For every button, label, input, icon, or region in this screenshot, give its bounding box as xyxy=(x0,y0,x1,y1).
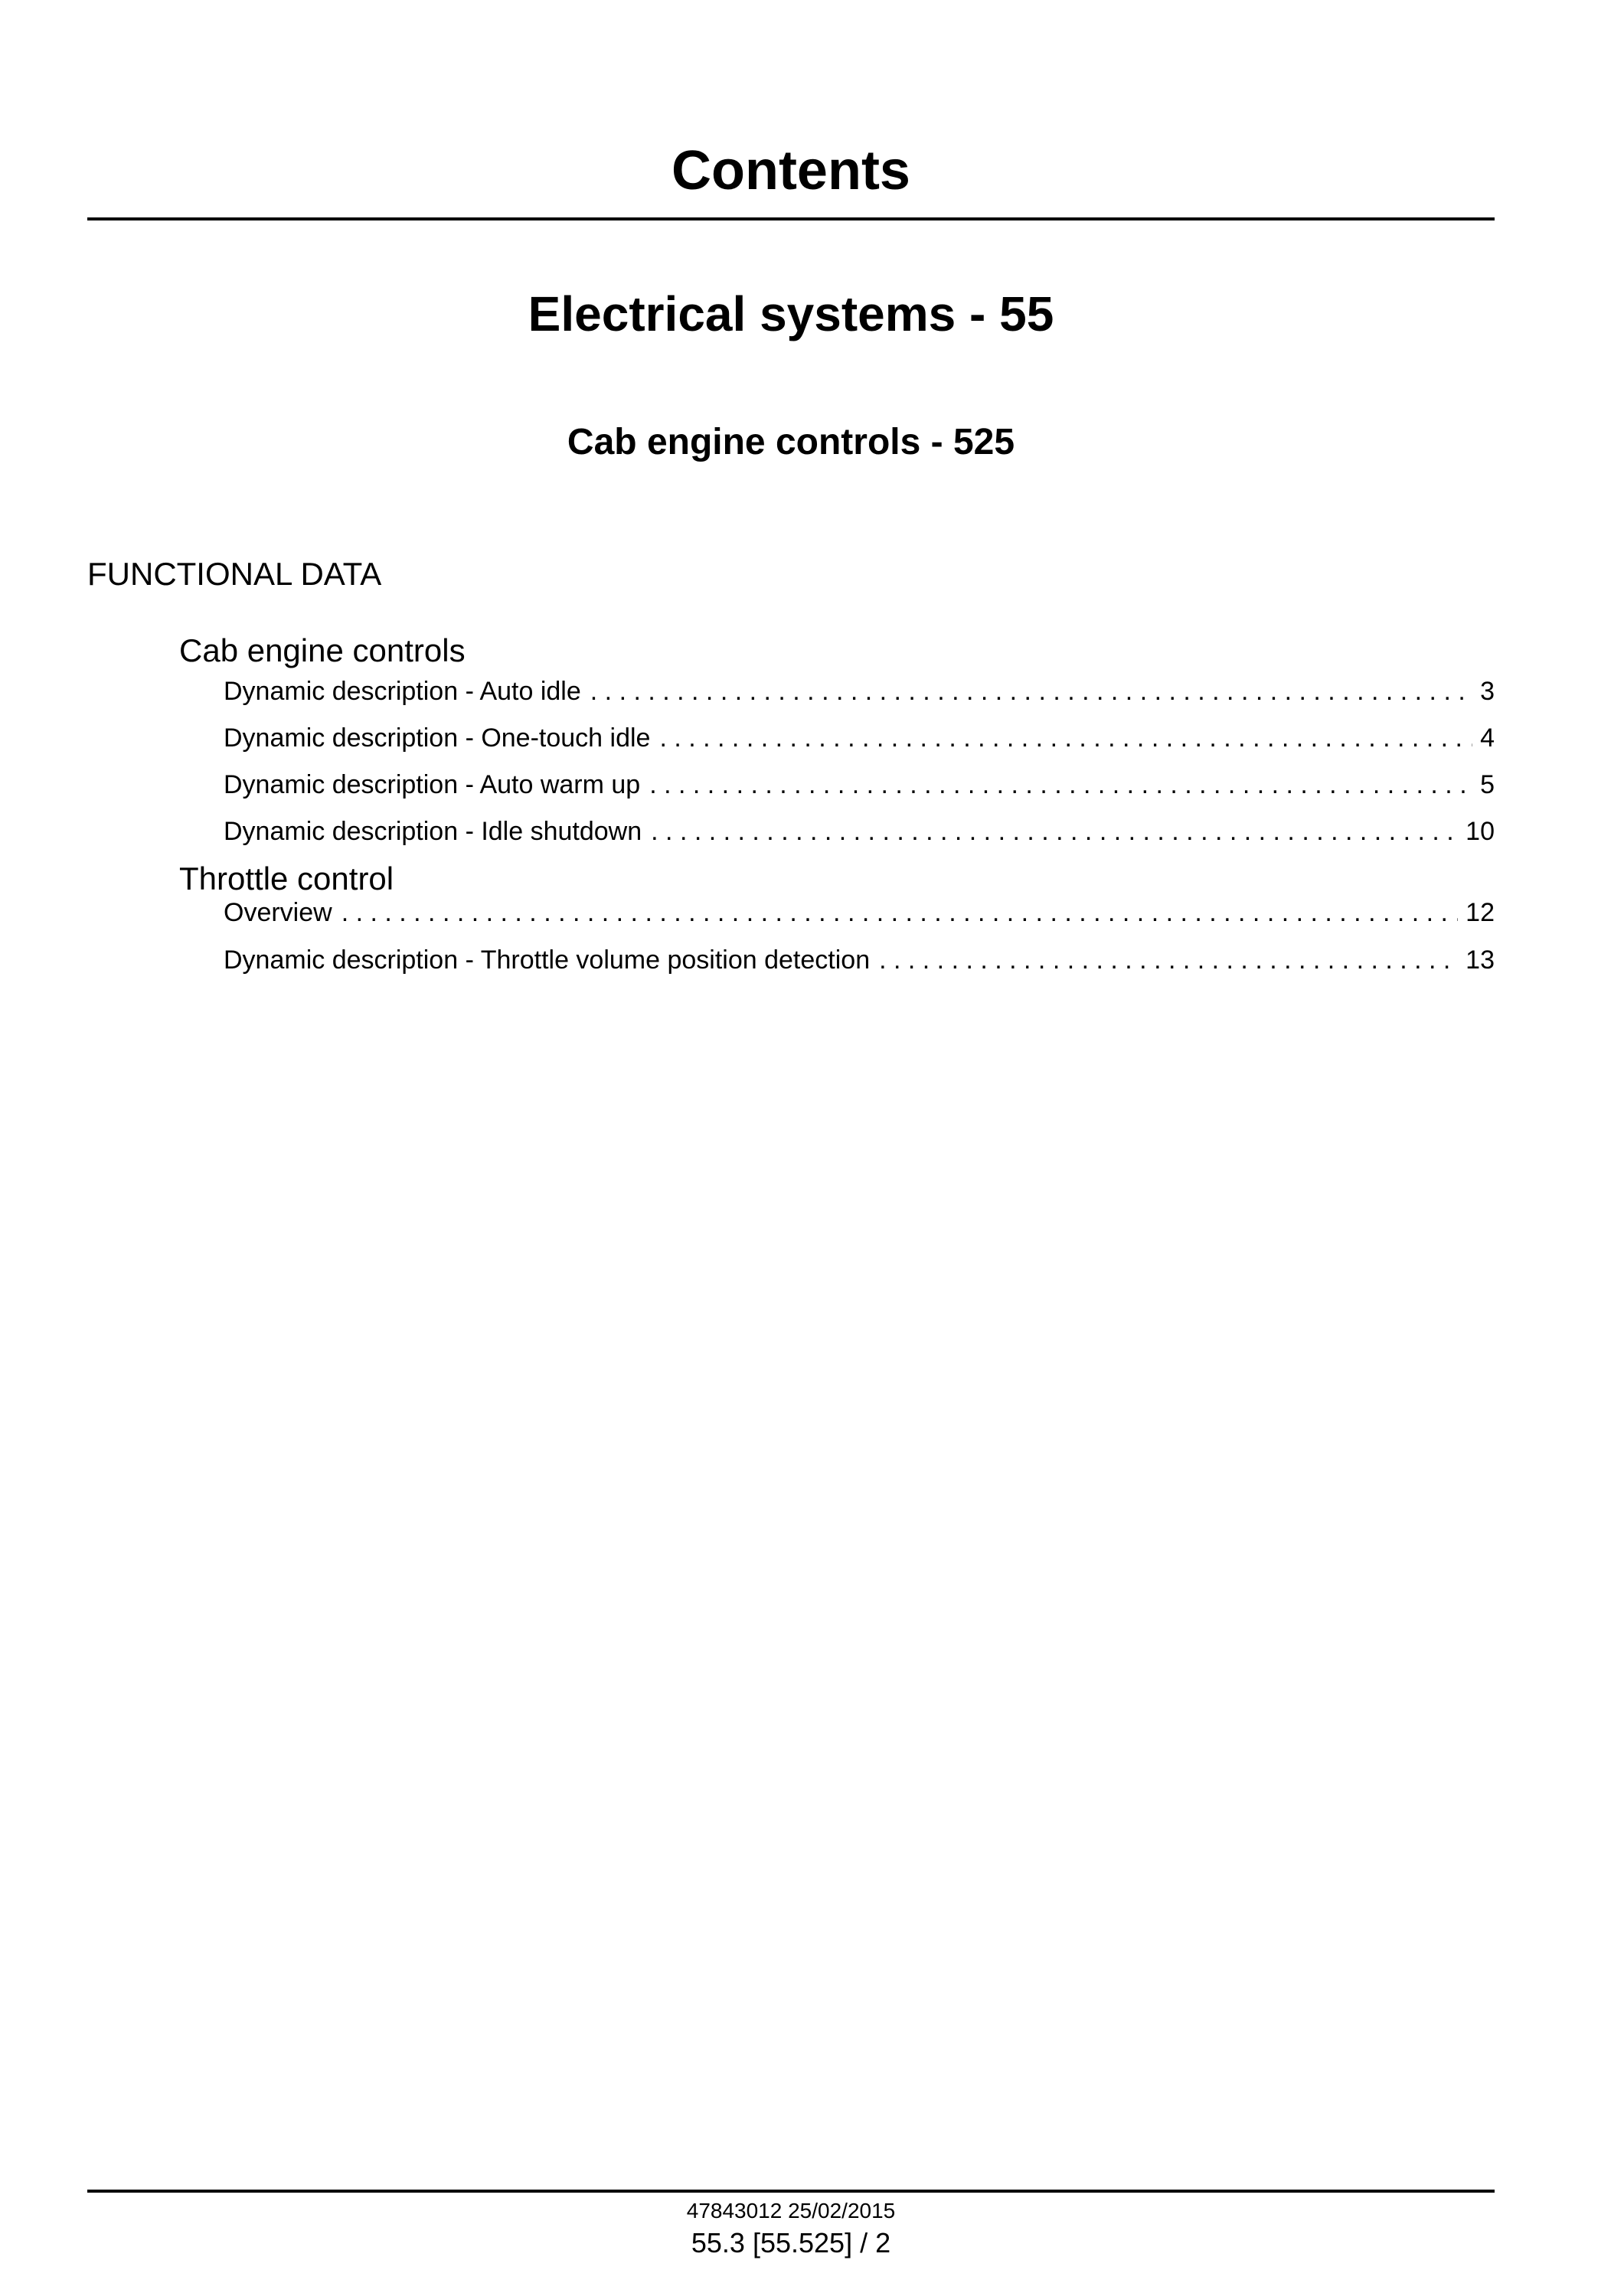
toc-entry-page: 3 xyxy=(1480,677,1495,706)
page-title: Contents xyxy=(671,140,910,201)
toc-entry-page: 13 xyxy=(1466,946,1495,975)
toc-entry-page: 10 xyxy=(1466,817,1495,846)
footer-document-id: 47843012 25/02/2015 xyxy=(686,2199,896,2223)
toc-entry[interactable] xyxy=(224,674,1495,709)
toc-entry-label: Overview xyxy=(224,898,332,927)
toc-entry[interactable] xyxy=(224,895,1495,930)
header-divider xyxy=(87,217,1495,220)
toc-entry-label: Dynamic description - Auto warm up xyxy=(224,770,641,799)
dot-leader xyxy=(879,942,1458,978)
dot-leader xyxy=(659,720,1472,756)
toc-entry-page: 5 xyxy=(1480,770,1495,799)
toc-entry[interactable] xyxy=(224,942,1495,978)
toc-entry-label: Dynamic description - Throttle volume position detection xyxy=(224,946,871,975)
category-heading: FUNCTIONAL DATA xyxy=(87,556,382,592)
toc-entry-label: Dynamic description - Auto idle xyxy=(224,677,581,706)
toc-entry[interactable] xyxy=(224,767,1495,802)
toc-group-title: Cab engine controls xyxy=(179,632,466,668)
dot-leader xyxy=(651,814,1458,849)
section-title: Electrical systems - 55 xyxy=(528,286,1054,341)
subsection-title: Cab engine controls - 525 xyxy=(567,422,1015,462)
toc-entry-label: Dynamic description - Idle shutdown xyxy=(224,817,642,846)
toc-entry-label: Dynamic description - One-touch idle xyxy=(224,723,651,753)
toc-entry[interactable] xyxy=(224,720,1495,756)
dot-leader xyxy=(590,674,1472,709)
toc-entry-page: 4 xyxy=(1480,723,1495,753)
dot-leader xyxy=(649,767,1472,802)
toc-entry[interactable] xyxy=(224,814,1495,849)
toc-entry-page: 12 xyxy=(1466,898,1495,927)
footer-page-reference: 55.3 [55.525] / 2 xyxy=(691,2227,891,2258)
dot-leader xyxy=(341,895,1458,930)
toc-group-title: Throttle control xyxy=(179,861,394,897)
footer-divider xyxy=(87,2190,1495,2193)
